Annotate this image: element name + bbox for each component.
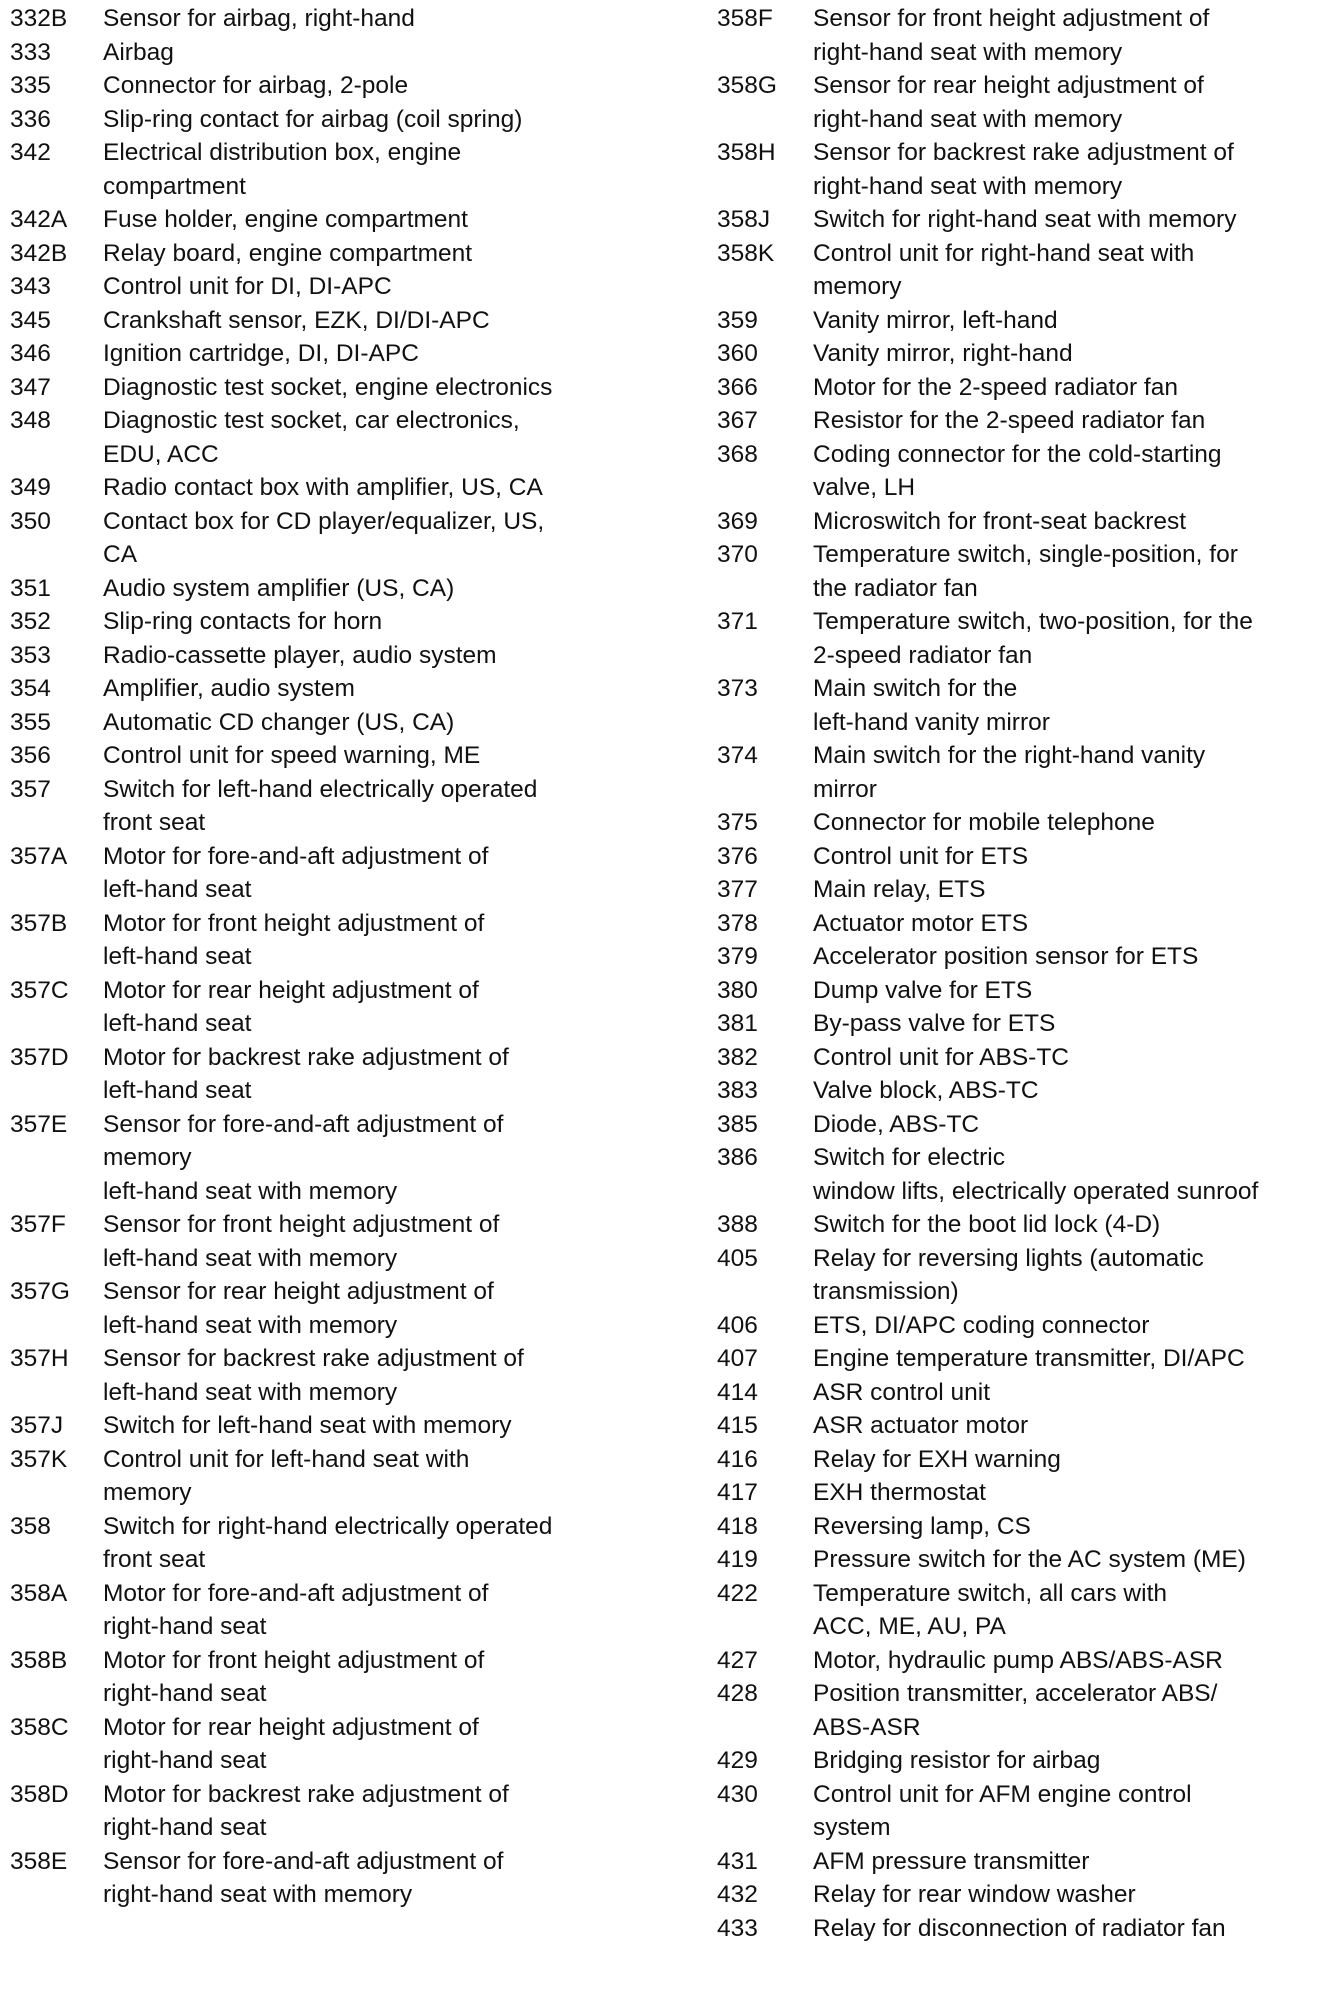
component-description: Temperature switch, single-position, for the radiator fan [813, 541, 1238, 602]
component-code: 369 [717, 507, 758, 535]
component-entry [713, 237, 1344, 304]
component-description: Motor, hydraulic pump ABS/ABS-ASR [813, 1646, 1223, 1674]
component-entry [713, 1141, 1344, 1208]
component-code: 358B [10, 1646, 68, 1674]
component-code: 376 [717, 842, 758, 870]
component-description: Radio contact box with amplifier, US, CA [103, 474, 543, 501]
component-description: Ignition cartridge, DI, DI-APC [103, 340, 419, 367]
component-code: 357G [10, 1278, 70, 1305]
component-entry [713, 1510, 1344, 1544]
component-code: 357H [10, 1345, 69, 1372]
component-code: 415 [717, 1412, 758, 1439]
component-entry [10, 337, 660, 371]
component-entry [713, 1845, 1344, 1879]
component-code: 360 [717, 340, 758, 367]
component-code: 371 [717, 608, 758, 635]
component-description: AFM pressure transmitter [813, 1847, 1090, 1875]
component-description: Switch for left-hand electrically operated front seat [103, 775, 538, 836]
component-code: 332B [10, 5, 68, 32]
component-code: 358F [717, 5, 773, 32]
component-description: Audio system amplifier (US, CA) [103, 574, 455, 602]
component-description: Radio-cassette player, audio system [103, 641, 497, 669]
component-entry [713, 2, 1344, 69]
component-description: Reversing lamp, CS [813, 1512, 1031, 1540]
component-entry [713, 1744, 1344, 1778]
component-entry [10, 605, 660, 639]
component-description: Sensor for airbag, right-hand [103, 5, 415, 32]
component-description: Connector for airbag, 2-pole [103, 72, 409, 99]
component-description: Microswitch for front-seat backrest [813, 507, 1187, 535]
component-description: Motor for rear height adjustment of left-hand seat [103, 976, 479, 1037]
component-entry [10, 1041, 660, 1108]
component-code: 419 [717, 1546, 758, 1573]
component-code: 375 [717, 809, 758, 836]
component-entry [10, 237, 660, 271]
component-description: Slip-ring contact for airbag (coil spring) [103, 105, 523, 133]
component-description: Temperature switch, all cars with ACC, ME, AU, PA [813, 1579, 1168, 1640]
component-entry [10, 203, 660, 237]
component-code: 368 [717, 440, 758, 468]
component-code: 355 [10, 708, 51, 736]
component-entry [10, 1208, 660, 1275]
component-description: Position transmitter, accelerator ABS/ ABS-ASR [813, 1680, 1218, 1741]
component-entry [713, 739, 1344, 806]
component-code: 350 [10, 507, 51, 535]
component-code: 406 [717, 1311, 758, 1339]
component-description: Switch for left-hand seat with memory [103, 1412, 512, 1439]
component-entry [10, 1778, 660, 1845]
component-description: Motor for the 2-speed radiator fan [813, 373, 1178, 401]
component-code: 357K [10, 1445, 68, 1473]
component-description: Motor for rear height adjustment of right-hand seat [103, 1713, 479, 1774]
component-code: 348 [10, 407, 51, 434]
component-entry [713, 907, 1344, 941]
component-description: Pressure switch for the AC system (ME) [813, 1546, 1246, 1573]
component-code: 358C [10, 1713, 69, 1741]
component-code: 358E [10, 1847, 68, 1875]
component-description: Coding connector for the cold-starting valve, LH [813, 440, 1222, 501]
component-code: 358A [10, 1579, 68, 1607]
component-description: Control unit for right-hand seat with memory [813, 239, 1195, 300]
component-description: Motor for backrest rake adjustment of left-hand seat [103, 1043, 509, 1104]
component-entry [713, 371, 1344, 405]
component-entry [713, 1309, 1344, 1343]
component-code: 366 [717, 373, 758, 401]
component-description: Sensor for fore-and-aft adjustment of right-hand seat with memory [103, 1847, 504, 1908]
component-entry [10, 1711, 660, 1778]
component-entry [713, 1007, 1344, 1041]
component-code: 380 [717, 976, 758, 1004]
component-description: Sensor for rear height adjustment of right-hand seat with memory [813, 72, 1204, 133]
right-column [713, 2, 1344, 1945]
component-entry [10, 907, 660, 974]
component-code: 357 [10, 775, 51, 803]
component-code: 388 [717, 1211, 758, 1238]
component-entry [10, 572, 660, 606]
component-code: 382 [717, 1043, 758, 1071]
component-description: Motor for front height adjustment of left-hand seat [103, 909, 485, 970]
component-entry [713, 136, 1344, 203]
component-entry [10, 404, 660, 471]
component-description: Airbag [103, 38, 174, 66]
component-entry [713, 1342, 1344, 1376]
component-entry [10, 270, 660, 304]
component-description: Resistor for the 2-speed radiator fan [813, 407, 1206, 434]
component-entry [10, 639, 660, 673]
component-description: Sensor for front height adjustment of left-hand seat with memory [103, 1211, 500, 1272]
component-description: Control unit for DI, DI-APC [103, 273, 392, 300]
component-entry [713, 1543, 1344, 1577]
component-code: 335 [10, 72, 51, 99]
component-entry [10, 505, 660, 572]
component-code: 359 [717, 306, 758, 334]
component-code: 333 [10, 38, 51, 66]
component-entry [713, 1208, 1344, 1242]
component-description: Switch for right-hand electrically operated front seat [103, 1512, 553, 1573]
component-description: Engine temperature transmitter, DI/APC [813, 1345, 1245, 1372]
component-description: Main relay, ETS [813, 876, 986, 903]
component-description: Control unit for speed warning, ME [103, 742, 481, 769]
component-code: 357D [10, 1043, 69, 1071]
component-entry [10, 1845, 660, 1912]
component-code: 422 [717, 1579, 758, 1607]
component-description: Relay for disconnection of radiator fan [813, 1914, 1226, 1942]
component-description: Control unit for ABS-TC [813, 1043, 1069, 1071]
component-entry [713, 873, 1344, 907]
component-entry [713, 1242, 1344, 1309]
component-entry [713, 1409, 1344, 1443]
component-description: Diagnostic test socket, car electronics, EDU, ACC [103, 407, 520, 468]
component-code: 370 [717, 541, 758, 568]
component-code: 433 [717, 1914, 758, 1942]
component-description: Valve block, ABS-TC [813, 1077, 1039, 1104]
component-description: Dump valve for ETS [813, 976, 1033, 1004]
component-code: 405 [717, 1244, 758, 1272]
component-description: Vanity mirror, left-hand [813, 306, 1058, 334]
component-description: Relay for reversing lights (automatic transmission) [813, 1244, 1204, 1305]
component-entry [10, 471, 660, 505]
component-code: 429 [717, 1747, 758, 1774]
component-entry [713, 940, 1344, 974]
component-description: EXH thermostat [813, 1479, 986, 1506]
component-description: Fuse holder, engine compartment [103, 206, 468, 233]
component-code: 342 [10, 139, 51, 166]
component-description: Diode, ABS-TC [813, 1110, 980, 1138]
component-entry [10, 672, 660, 706]
component-code: 358 [10, 1512, 51, 1540]
component-code: 346 [10, 340, 51, 367]
component-code: 357C [10, 976, 69, 1004]
component-code: 353 [10, 641, 51, 669]
component-code: 374 [717, 742, 758, 769]
component-entry [713, 1778, 1344, 1845]
component-description: Crankshaft sensor, EZK, DI/DI-APC [103, 306, 490, 334]
component-entry [713, 69, 1344, 136]
component-code: 351 [10, 574, 51, 602]
component-entry [713, 672, 1344, 739]
component-entry [713, 605, 1344, 672]
component-entry [10, 2, 660, 36]
component-code: 357J [10, 1412, 64, 1439]
component-entry [713, 806, 1344, 840]
component-entry [713, 505, 1344, 539]
component-code: 428 [717, 1680, 758, 1707]
component-entry [10, 1342, 660, 1409]
component-description: Control unit for AFM engine control system [813, 1780, 1192, 1841]
component-code: 358H [717, 139, 776, 166]
component-entry [713, 1443, 1344, 1477]
component-description: Actuator motor ETS [813, 909, 1029, 937]
component-code: 358G [717, 72, 777, 99]
component-description: Sensor for backrest rake adjustment of left-hand seat with memory [103, 1345, 524, 1406]
component-entry [713, 1476, 1344, 1510]
component-entry [10, 840, 660, 907]
component-entry [713, 1878, 1344, 1912]
component-entry [713, 404, 1344, 438]
component-description: Switch for right-hand seat with memory [813, 206, 1237, 233]
component-description: Amplifier, audio system [103, 675, 355, 702]
component-description: Bridging resistor for airbag [813, 1747, 1101, 1774]
component-description: Switch for the boot lid lock (4-D) [813, 1211, 1161, 1238]
component-description: Control unit for ETS [813, 842, 1029, 870]
component-entry [713, 840, 1344, 874]
component-code: 407 [717, 1345, 758, 1372]
component-code: 356 [10, 742, 51, 769]
component-description: Accelerator position sensor for ETS [813, 943, 1199, 970]
component-description: Electrical distribution box, engine compartment [103, 139, 462, 200]
component-entry [10, 1108, 660, 1209]
component-description: Main switch for the right-hand vanity mirror [813, 742, 1206, 803]
component-entry [10, 974, 660, 1041]
component-description: Motor for fore-and-aft adjustment of right-hand seat [103, 1579, 489, 1640]
component-description: Main switch for the left-hand vanity mirror [813, 675, 1050, 736]
component-entry [713, 1108, 1344, 1142]
left-column [10, 2, 660, 1912]
component-entry [10, 36, 660, 70]
component-entry [10, 1275, 660, 1342]
component-code: 418 [717, 1512, 758, 1540]
component-code: 342A [10, 206, 68, 233]
component-description: Diagnostic test socket, engine electronics [103, 373, 553, 401]
component-code: 345 [10, 306, 51, 334]
component-description: Switch for electric window lifts, electrically operated sunroof [813, 1144, 1259, 1205]
component-entry [10, 103, 660, 137]
component-code: 378 [717, 909, 758, 937]
component-description: Connector for mobile telephone [813, 809, 1155, 836]
component-description: Control unit for left-hand seat with memory [103, 1445, 470, 1506]
component-entry [713, 304, 1344, 338]
component-entry [713, 1644, 1344, 1678]
component-code: 342B [10, 239, 68, 267]
component-entry [10, 739, 660, 773]
component-code: 358J [717, 206, 771, 233]
component-code: 358K [717, 239, 775, 267]
component-entry [713, 337, 1344, 371]
component-description: Sensor for rear height adjustment of left-hand seat with memory [103, 1278, 494, 1339]
component-description: Sensor for fore-and-aft adjustment of memory left-hand seat with memory [103, 1110, 504, 1205]
component-entry [713, 538, 1344, 605]
component-description: Contact box for CD player/equalizer, US, CA [103, 507, 545, 568]
component-code: 377 [717, 876, 758, 903]
component-description: ETS, DI/APC coding connector [813, 1311, 1150, 1339]
component-code: 386 [717, 1144, 758, 1171]
component-entry [713, 1577, 1344, 1644]
component-entry [10, 1577, 660, 1644]
component-code: 427 [717, 1646, 758, 1674]
component-entry [713, 1376, 1344, 1410]
component-entry [713, 1912, 1344, 1946]
component-entry [10, 1409, 660, 1443]
component-code: 414 [717, 1378, 758, 1406]
component-code: 347 [10, 373, 51, 401]
component-code: 357E [10, 1110, 68, 1138]
component-description: Slip-ring contacts for horn [103, 608, 383, 635]
component-entry [713, 203, 1344, 237]
component-description: ASR control unit [813, 1378, 991, 1406]
component-entry [10, 69, 660, 103]
component-code: 417 [717, 1479, 758, 1506]
component-entry [10, 136, 660, 203]
component-description: Motor for fore-and-aft adjustment of left-hand seat [103, 842, 489, 903]
component-entry [713, 1041, 1344, 1075]
component-code: 343 [10, 273, 51, 300]
component-description: Relay for rear window washer [813, 1881, 1136, 1908]
component-entry [10, 1443, 660, 1510]
component-code: 358D [10, 1780, 69, 1808]
component-entry [10, 773, 660, 840]
component-code: 357A [10, 842, 68, 870]
component-code: 432 [717, 1881, 758, 1908]
component-description: Relay board, engine compartment [103, 239, 473, 267]
component-code: 352 [10, 608, 51, 635]
component-code: 367 [717, 407, 758, 434]
component-description: Motor for backrest rake adjustment of right-hand seat [103, 1780, 509, 1841]
component-code: 357F [10, 1211, 66, 1238]
component-code: 349 [10, 474, 51, 501]
component-description: Motor for front height adjustment of right-hand seat [103, 1646, 485, 1707]
component-code: 379 [717, 943, 758, 970]
component-description: ASR actuator motor [813, 1412, 1029, 1439]
component-entry [10, 371, 660, 405]
component-description: Sensor for backrest rake adjustment of right-hand seat with memory [813, 139, 1234, 200]
component-code: 336 [10, 105, 51, 133]
component-code: 416 [717, 1445, 758, 1473]
component-description: Relay for EXH warning [813, 1445, 1061, 1473]
component-description: Temperature switch, two-position, for the 2-speed radiator fan [813, 608, 1253, 669]
component-entry [10, 1510, 660, 1577]
component-description: Sensor for front height adjustment of right-hand seat with memory [813, 5, 1210, 66]
component-code: 373 [717, 675, 758, 702]
component-code: 383 [717, 1077, 758, 1104]
component-code: 357B [10, 909, 68, 937]
component-code: 431 [717, 1847, 758, 1875]
component-description: Automatic CD changer (US, CA) [103, 708, 455, 736]
component-code: 381 [717, 1010, 758, 1037]
component-code: 385 [717, 1110, 758, 1138]
component-entry [713, 438, 1344, 505]
component-description: Vanity mirror, right-hand [813, 340, 1073, 367]
component-entry [713, 1677, 1344, 1744]
component-entry [10, 304, 660, 338]
component-entry [10, 706, 660, 740]
component-entry [10, 1644, 660, 1711]
component-code: 430 [717, 1780, 758, 1808]
component-description: By-pass valve for ETS [813, 1010, 1056, 1037]
component-entry [713, 974, 1344, 1008]
component-entry [713, 1074, 1344, 1108]
component-code: 354 [10, 675, 51, 702]
